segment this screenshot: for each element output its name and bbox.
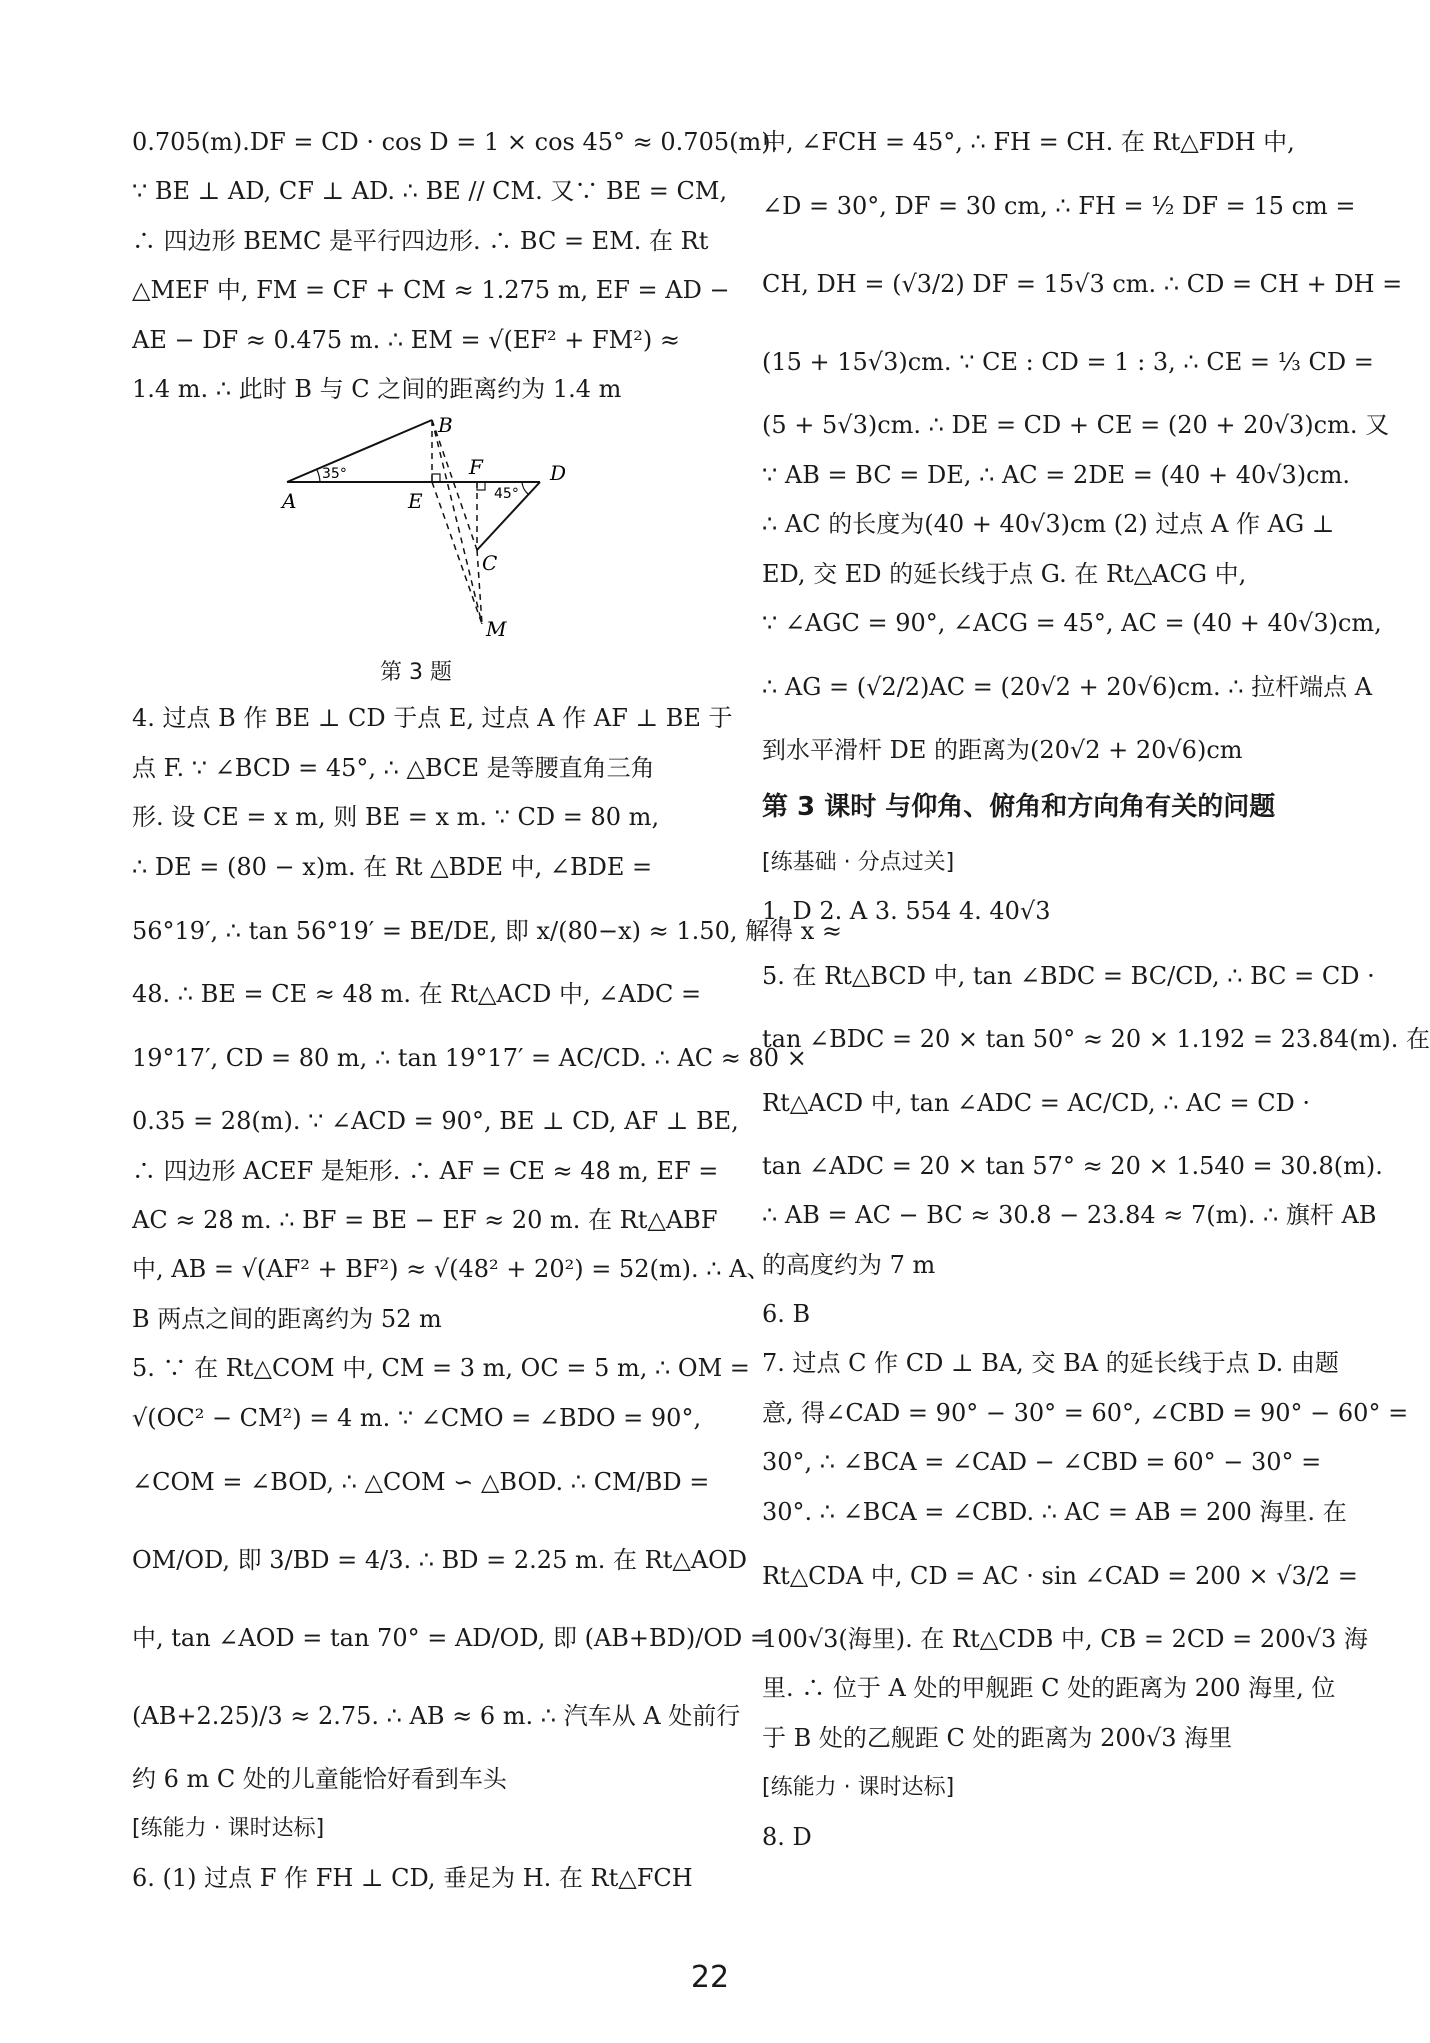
label-f: F xyxy=(469,455,483,480)
text-line: Rt△ACD 中, tan ∠ADC = AC/CD, ∴ AC = CD · xyxy=(762,1088,1311,1117)
text-line: 6. B xyxy=(762,1300,811,1329)
section-label: [练基础 · 分点过关] xyxy=(762,849,955,875)
text-line: ∴ 四边形 BEMC 是平行四边形. ∴ BC = EM. 在 Rt xyxy=(132,226,709,255)
label-m: M xyxy=(486,617,507,642)
text-line: 19°17′, CD = 80 m, ∴ tan 19°17′ = AC/CD. ∴ AC ≈ 80 × xyxy=(132,1044,807,1073)
text-line: (15 + 15√3)cm. ∵ CE : CD = 1 : 3, ∴ CE = ⅓ CD = xyxy=(762,348,1374,377)
text-line: 的高度约为 7 m xyxy=(762,1250,936,1279)
section-title: 第 3 课时 与仰角、俯角和方向角有关的问题 xyxy=(762,791,1276,822)
answers-line: 8. D xyxy=(762,1822,812,1851)
text-line: √(OC² − CM²) = 4 m. ∵ ∠CMO = ∠BDO = 90°, xyxy=(132,1403,702,1432)
label-d: D xyxy=(550,461,567,486)
angle-label-45: 45° xyxy=(494,486,519,503)
text-line: 100√3(海里). 在 Rt△CDB 中, CB = 2CD = 200√3 海 xyxy=(762,1625,1368,1654)
text-line: ∠D = 30°, DF = 30 cm, ∴ FH = ½ DF = 15 cm = xyxy=(762,192,1356,221)
label-a: A xyxy=(282,489,297,514)
text-line: ∴ AG = (√2/2)AC = (20√2 + 20√6)cm. ∴ 拉杆端点 A xyxy=(762,673,1373,702)
answers-line: 1. D 2. A 3. 554 4. 40√3 xyxy=(762,897,1051,926)
text-line: 30°. ∴ ∠BCA = ∠CBD. ∴ AC = AB = 200 海里. 在 xyxy=(762,1497,1347,1526)
figure-caption: 第 3 题 xyxy=(380,660,452,686)
label-c: C xyxy=(482,551,498,576)
text-line: 约 6 m C 处的儿童能恰好看到车头 xyxy=(132,1765,507,1794)
text-line: ∴ AB = AC − BC ≈ 30.8 − 23.84 ≈ 7(m). ∴ 旗杆 AB xyxy=(762,1201,1377,1230)
text-line: ∴ 四边形 ACEF 是矩形. ∴ AF = CE ≈ 48 m, EF = xyxy=(132,1156,719,1185)
text-line: Rt△CDA 中, CD = AC · sin ∠CAD = 200 × √3/2 = xyxy=(762,1562,1358,1591)
text-line: 6. (1) 过点 F 作 FH ⊥ CD, 垂足为 H. 在 Rt△FCH xyxy=(132,1863,693,1892)
section-label: [练能力 · 课时达标] xyxy=(762,1775,955,1801)
geometry-diagram xyxy=(282,414,602,644)
text-line: ∴ AC 的长度为(40 + 40√3)cm (2) 过点 A 作 AG ⊥ xyxy=(762,510,1335,539)
text-line: ∵ ∠AGC = 90°, ∠ACG = 45°, AC = (40 + 40√3)cm, xyxy=(762,608,1382,637)
text-line: AC ≈ 28 m. ∴ BF = BE − EF ≈ 20 m. 在 Rt△ABF xyxy=(132,1206,718,1235)
text-line: 0.35 = 28(m). ∵ ∠ACD = 90°, BE ⊥ CD, AF ⊥ BE, xyxy=(132,1107,739,1136)
text-line: 56°19′, ∴ tan 56°19′ = BE/DE, 即 x/(80−x) ≈ 1.50, 解得 x ≈ xyxy=(132,916,843,945)
text-line: OM/OD, 即 3/BD = 4/3. ∴ BD = 2.25 m. 在 Rt△AOD xyxy=(132,1546,748,1575)
text-line: 30°, ∴ ∠BCA = ∠CAD − ∠CBD = 60° − 30° = xyxy=(762,1448,1322,1477)
label-e: E xyxy=(408,489,423,514)
text-line: 7. 过点 C 作 CD ⊥ BA, 交 BA 的延长线于点 D. 由题 xyxy=(762,1349,1339,1378)
text-line: ED, 交 ED 的延长线于点 G. 在 Rt△ACG 中, xyxy=(762,559,1247,588)
text-line: (AB+2.25)/3 ≈ 2.75. ∴ AB ≈ 6 m. ∴ 汽车从 A 处前行 xyxy=(132,1702,741,1731)
text-line: 里. ∴ 位于 A 处的甲舰距 C 处的距离为 200 海里, 位 xyxy=(762,1674,1336,1703)
text-line: 5. 在 Rt△BCD 中, tan ∠BDC = BC/CD, ∴ BC = CD · xyxy=(762,961,1375,990)
text-line: B 两点之间的距离约为 52 m xyxy=(132,1304,442,1333)
text-line: 0.705(m).DF = CD · cos D = 1 × cos 45° ≈ 0.705(m). xyxy=(132,128,779,156)
text-line: tan ∠ADC = 20 × tan 57° ≈ 20 × 1.540 = 30.8(m). xyxy=(762,1151,1383,1180)
text-line: tan ∠BDC = 20 × tan 50° ≈ 20 × 1.192 = 23.84(m). 在 xyxy=(762,1024,1430,1053)
section-label: [练能力 · 课时达标] xyxy=(132,1816,325,1842)
text-line: 中, tan ∠AOD = tan 70° = AD/OD, 即 (AB+BD)/OD = xyxy=(132,1624,771,1653)
text-line: CH, DH = (√3/2) DF = 15√3 cm. ∴ CD = CH + DH = xyxy=(762,270,1403,299)
text-line: 4. 过点 B 作 BE ⊥ CD 于点 E, 过点 A 作 AF ⊥ BE 于 xyxy=(132,704,733,733)
right-column xyxy=(762,118,1430,1862)
text-line: ∵ AB = BC = DE, ∴ AC = 2DE = (40 + 40√3)cm. xyxy=(762,460,1350,489)
text-line: △MEF 中, FM = CF + CM ≈ 1.275 m, EF = AD − xyxy=(132,276,730,305)
angle-label-35: 35° xyxy=(322,466,347,483)
page-number: 22 xyxy=(690,1960,730,1995)
text-line: 1.4 m. ∴ 此时 B 与 C 之间的距离约为 1.4 m xyxy=(132,374,622,403)
text-line: ∠COM = ∠BOD, ∴ △COM ∽ △BOD. ∴ CM/BD = xyxy=(132,1468,710,1497)
text-line: ∴ DE = (80 − x)m. 在 Rt △BDE 中, ∠BDE = xyxy=(132,852,653,881)
text-line: ∵ BE ⊥ AD, CF ⊥ AD. ∴ BE // CM. 又∵ BE = CM, xyxy=(132,177,728,206)
text-line: 到水平滑杆 DE 的距离为(20√2 + 20√6)cm xyxy=(762,736,1243,765)
text-line: (5 + 5√3)cm. ∴ DE = CD + CE = (20 + 20√3)cm. 又 xyxy=(762,411,1390,440)
text-line: 中, ∠FCH = 45°, ∴ FH = CH. 在 Rt△FDH 中, xyxy=(762,128,1295,156)
text-line: 5. ∵ 在 Rt△COM 中, CM = 3 m, OC = 5 m, ∴ OM = xyxy=(132,1354,750,1383)
figure-problem-3 xyxy=(132,414,712,694)
label-b: B xyxy=(438,413,453,438)
text-line: 点 F. ∵ ∠BCD = 45°, ∴ △BCE 是等腰直角三角 xyxy=(132,753,655,782)
text-line: 形. 设 CE = x m, 则 BE = x m. ∵ CD = 80 m, xyxy=(132,803,660,832)
text-line: AE − DF ≈ 0.475 m. ∴ EM = √(EF² + FM²) ≈ xyxy=(132,325,680,354)
text-line: 于 B 处的乙舰距 C 处的距离为 200√3 海里 xyxy=(762,1723,1233,1752)
text-line: 中, AB = √(AF² + BF²) ≈ √(48² + 20²) = 52(m). ∴ A、 xyxy=(132,1255,771,1284)
text-line: 48. ∴ BE = CE ≈ 48 m. 在 Rt△ACD 中, ∠ADC = xyxy=(132,979,702,1008)
text-line: 意, 得∠CAD = 90° − 30° = 60°, ∠CBD = 90° − 60° = xyxy=(762,1398,1409,1427)
